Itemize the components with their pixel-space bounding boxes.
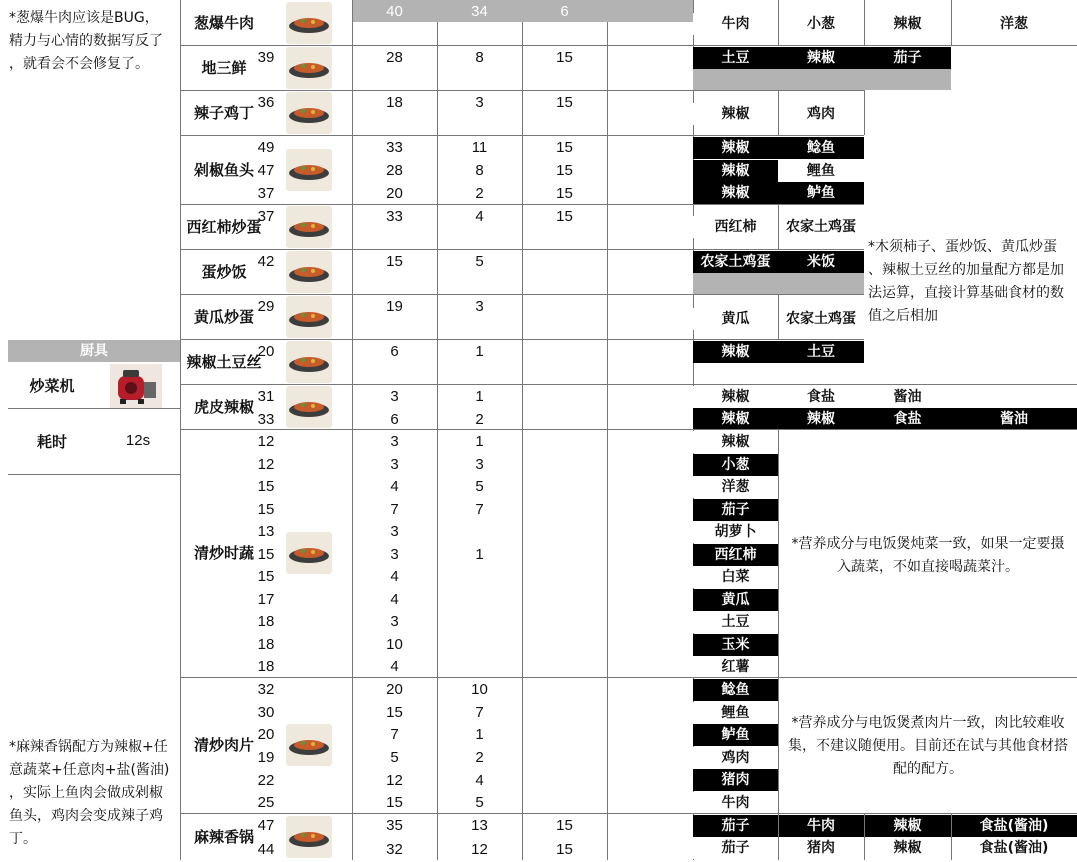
dish-divider: [180, 429, 693, 430]
nutrition-value: 15: [556, 208, 573, 225]
ingredient-cell: 鲈鱼: [693, 724, 778, 746]
nutrition-value: 4: [390, 478, 399, 496]
column-divider: [522, 0, 523, 860]
time-value: 12s: [125, 432, 151, 449]
egg-note-line: 法运算，直接计算基础食材的数: [868, 285, 1064, 301]
ingredient-divider: [693, 813, 1077, 814]
nutrition-value: 32: [257, 681, 275, 698]
dish-divider: [180, 339, 693, 340]
ingredient-cell: 农家土鸡蛋: [693, 251, 778, 273]
nutrition-value: 19: [386, 298, 403, 315]
ingredient-cell: 食盐: [778, 386, 864, 408]
nutrition-value: 28: [386, 49, 403, 66]
ingredient-divider: [693, 45, 1077, 46]
appliance-header: 厨具: [80, 343, 108, 359]
nutrition-value: 37: [257, 185, 275, 202]
ingredient-cell: 猪肉: [693, 769, 778, 791]
ingredient-cell: 鸡肉: [778, 103, 864, 125]
ingredient-cell: 辣椒: [693, 408, 778, 430]
ingredient-cell: 白菜: [693, 566, 778, 588]
dish-name: 剁椒鱼头: [193, 160, 254, 179]
vegetable-note-line: 入蔬菜，不如直接喝蔬菜汁。: [837, 559, 1019, 575]
egg-note-line: 、辣椒土豆丝的加量配方都是加: [868, 262, 1064, 278]
nutrition-value: 13: [257, 523, 275, 541]
nutrition-value: 3: [475, 298, 484, 315]
nutrition-value: 47: [257, 817, 275, 834]
ingredient-cell: 黄瓜: [693, 589, 778, 611]
ingredient-cell: 西红柿: [693, 544, 778, 566]
nutrition-value: 8: [475, 162, 484, 179]
ingredient-cell: 土豆: [693, 47, 778, 69]
nutrition-value: 25: [257, 794, 275, 812]
dish-divider: [180, 249, 693, 250]
nutrition-value: 2: [475, 185, 484, 202]
nutrition-value: 18: [257, 658, 275, 676]
nutrition-value: 5: [475, 253, 484, 270]
hotpot-note-line: *麻辣香锅配方为辣椒+任: [9, 739, 168, 755]
nutrition-value: 6: [390, 343, 399, 360]
nutrition-value: 15: [386, 253, 403, 270]
nutrition-value: 4: [390, 658, 399, 676]
ingredient-cell: 土豆: [693, 611, 778, 633]
nutrition-value: 47: [257, 162, 275, 179]
dish-divider: [180, 204, 693, 205]
nutrition-value: 6: [390, 410, 399, 428]
nutrition-value: 37: [257, 208, 275, 225]
nutrition-value: 20: [257, 726, 275, 744]
nutrition-value: 15: [556, 139, 573, 156]
ingredient-cell: 辣椒: [693, 386, 778, 408]
column-divider: [778, 204, 779, 249]
nutrition-value: 36: [257, 94, 275, 111]
column-divider: [778, 0, 779, 45]
ingredient-cell: 辣椒: [864, 13, 951, 35]
nutrition-value: 7: [390, 726, 399, 744]
ingredient-cell: 洋葱: [693, 476, 778, 498]
nutrition-value: 15: [556, 185, 573, 202]
time-label: 耗时: [36, 433, 67, 451]
ingredient-cell: 茄子: [693, 815, 778, 837]
nutrition-value: 4: [390, 590, 399, 608]
nutrition-value: 15: [556, 840, 573, 858]
nutrition-value: 5: [475, 478, 484, 496]
ingredient-cell: 牛肉: [693, 13, 778, 35]
ingredient-cell: 酱油: [864, 386, 951, 408]
nutrition-value: 1: [475, 545, 484, 563]
nutrition-value: 20: [257, 343, 275, 360]
nutrition-value: 4: [390, 568, 399, 586]
nutrition-value: 54: [257, 3, 275, 20]
nutrition-value: 42: [257, 253, 275, 270]
nutrition-value: 1: [475, 433, 484, 450]
nutrition-value: 7: [390, 500, 399, 518]
ingredient-cell: 酱油: [951, 408, 1077, 430]
nutrition-value: 3: [475, 455, 484, 473]
ingredient-cell: 辣椒: [864, 815, 951, 837]
nutrition-value: 4: [475, 208, 484, 225]
ingredient-cell: 辣椒: [778, 47, 864, 69]
nutrition-value: 10: [471, 681, 488, 698]
nutrition-value: 15: [556, 49, 573, 66]
nutrition-value: 12: [471, 840, 488, 858]
ingredient-cell: 黄瓜: [693, 308, 778, 330]
hotpot-note-line: 意蔬菜+任意肉+盐(酱油): [9, 762, 170, 778]
nutrition-value: 3: [390, 433, 399, 450]
ingredient-cell: 米饭: [778, 251, 864, 273]
nutrition-value: 15: [257, 478, 275, 496]
nutrition-value: 13: [471, 817, 488, 834]
dish-name: 蛋炒饭: [201, 262, 247, 281]
nutrition-value: 1: [475, 343, 484, 360]
ingredient-cell: 土豆: [778, 341, 864, 363]
ingredient-cell: 茄子: [693, 837, 778, 859]
column-divider: [864, 90, 865, 135]
ingredient-divider: [693, 135, 864, 136]
nutrition-value: 3: [475, 94, 484, 111]
nutrition-value: 29: [257, 298, 275, 315]
nutrition-value: 49: [257, 139, 275, 156]
column-divider: [778, 429, 779, 677]
dish-name: 清炒时蔬: [193, 544, 254, 562]
nutrition-value: 15: [386, 794, 403, 812]
nutrition-value: 18: [257, 635, 275, 653]
ingredient-cell: 红薯: [693, 656, 778, 678]
nutrition-value: 7: [475, 703, 484, 721]
panel-divider: [8, 408, 180, 409]
column-divider: [778, 813, 779, 860]
wok-machine-icon: [110, 364, 162, 408]
ingredient-divider: [693, 429, 1077, 430]
ingredient-cell: 食盐: [864, 408, 951, 430]
ingredient-cell: 辣椒: [864, 837, 951, 859]
gray-filler: [693, 69, 951, 90]
meat-note-line: 集，不建议随便用。目前还在试与其他食材搭: [788, 738, 1068, 754]
ingredient-cell: 玉米: [693, 634, 778, 656]
nutrition-value: 17: [257, 590, 275, 608]
hotpot-note-line: 鱼头，鸡肉会变成辣子鸡: [9, 808, 163, 824]
nutrition-value: 12: [257, 433, 275, 450]
bug-note-line: 精力与心情的数据写反了: [9, 33, 163, 49]
ingredient-cell: 鸡肉: [693, 747, 778, 769]
nutrition-value: 2: [475, 749, 484, 766]
nutrition-value: 10: [386, 635, 403, 653]
dish-divider: [180, 384, 693, 385]
nutrition-value: 8: [475, 49, 484, 66]
nutrition-value: 3: [390, 545, 399, 563]
ingredient-divider: [693, 339, 864, 340]
meat-note-line: 配的配方。: [893, 761, 963, 777]
nutrition-value: 3: [390, 388, 399, 405]
ingredient-cell: 牛肉: [778, 815, 864, 837]
nutrition-value: 5: [475, 794, 484, 812]
nutrition-value: 35: [386, 817, 403, 834]
egg-note-line: *木须柿子、蛋炒饭、黄瓜炒蛋: [868, 239, 1057, 255]
panel-divider: [8, 474, 180, 475]
ingredient-divider: [693, 384, 1077, 385]
ingredient-cell: 鲤鱼: [693, 702, 778, 724]
nutrition-value: 39: [257, 49, 275, 66]
bug-note-line: ，就看会不会修复了。: [9, 56, 149, 72]
nutrition-value: 18: [257, 613, 275, 631]
ingredient-cell: 猪肉: [778, 837, 864, 859]
dish-name: 地三鲜: [201, 58, 247, 77]
nutrition-value: 7: [475, 500, 484, 518]
dish-divider: [180, 813, 693, 814]
ingredient-cell: 鲶鱼: [693, 679, 778, 701]
dish-name: 虎皮辣椒: [193, 397, 254, 416]
ingredient-cell: 辣椒: [693, 182, 778, 204]
ingredient-cell: 农家土鸡蛋: [778, 308, 864, 330]
ingredient-cell: 食盐(酱油): [951, 837, 1077, 859]
ingredient-cell: 鲈鱼: [778, 182, 864, 204]
column-divider: [778, 677, 779, 813]
column-divider: [864, 0, 865, 45]
dish-divider: [180, 45, 693, 46]
ingredient-cell: 胡萝卜: [693, 521, 778, 543]
nutrition-value: 28: [386, 162, 403, 179]
ingredient-divider: [693, 677, 1077, 678]
nutrition-value: 15: [257, 568, 275, 586]
nutrition-value: 33: [386, 139, 403, 156]
nutrition-value: 1: [475, 388, 484, 405]
nutrition-value: 12: [257, 455, 275, 473]
nutrition-value: 11: [471, 139, 488, 156]
ingredient-cell: 洋葱: [951, 13, 1077, 35]
nutrition-value: 20: [386, 185, 403, 202]
nutrition-value: 15: [556, 94, 573, 111]
hotpot-note-line: 丁。: [9, 831, 37, 847]
ingredient-cell: 辣椒: [693, 137, 778, 159]
nutrition-value: 6: [560, 3, 569, 20]
ingredient-cell: 辣椒: [778, 408, 864, 430]
column-divider: [951, 813, 952, 860]
column-divider: [951, 0, 952, 45]
nutrition-value: 44: [257, 840, 275, 858]
ingredient-cell: 西红柿: [693, 216, 778, 238]
dish-name: 黄瓜炒蛋: [193, 307, 254, 326]
column-divider: [607, 0, 608, 860]
ingredient-cell: 鲤鱼: [778, 160, 864, 182]
nutrition-value: 15: [386, 703, 403, 721]
nutrition-value: 18: [386, 94, 403, 111]
appliance-name: 炒菜机: [29, 377, 75, 395]
nutrition-value: 2: [475, 410, 484, 428]
dish-name: 麻辣香锅: [193, 827, 254, 846]
nutrition-value: 3: [390, 523, 399, 541]
dish-divider: [180, 677, 693, 678]
ingredient-cell: 辣椒: [693, 103, 778, 125]
ingredient-cell: 农家土鸡蛋: [778, 216, 864, 238]
ingredient-cell: 茄子: [693, 499, 778, 521]
nutrition-value: 30: [257, 703, 275, 721]
column-divider: [864, 813, 865, 860]
nutrition-value: 15: [257, 545, 275, 563]
nutrition-value: 3: [390, 455, 399, 473]
column-divider: [778, 90, 779, 135]
nutrition-value: 33: [257, 410, 275, 428]
ingredient-cell: 小葱: [693, 454, 778, 476]
nutrition-value: 20: [386, 681, 403, 698]
ingredient-cell: 牛肉: [693, 792, 778, 814]
nutrition-value: 22: [257, 771, 275, 789]
dish-divider: [180, 90, 693, 91]
dish-divider: [180, 135, 693, 136]
ingredient-cell: 辣椒: [693, 160, 778, 182]
nutrition-value: 15: [556, 162, 573, 179]
nutrition-value: 12: [386, 771, 403, 789]
ingredient-cell: 茄子: [864, 47, 951, 69]
nutrition-value: 32: [386, 840, 403, 858]
nutrition-value: 34: [471, 3, 488, 20]
nutrition-value: 40: [386, 3, 403, 20]
ingredient-cell: 鲶鱼: [778, 137, 864, 159]
ingredient-cell: 辣椒: [693, 431, 778, 453]
dish-name: 葱爆牛肉: [193, 13, 254, 32]
egg-note-line: 值之后相加: [868, 308, 938, 324]
nutrition-value: 1: [475, 726, 484, 744]
hotpot-note-line: ，实际上鱼肉会做成剁椒: [9, 785, 163, 801]
nutrition-value: 31: [257, 388, 275, 405]
bug-note-line: *葱爆牛肉应该是BUG，: [9, 10, 159, 26]
column-divider: [778, 294, 779, 339]
dish-name: 西红柿炒蛋: [186, 217, 262, 236]
ingredient-cell: 小葱: [778, 13, 864, 35]
nutrition-value: 15: [257, 500, 275, 518]
gray-filler: [693, 273, 864, 294]
ingredient-cell: 食盐(酱油): [951, 815, 1077, 837]
nutrition-value: 15: [556, 817, 573, 834]
nutrition-value: 4: [475, 771, 484, 789]
ingredient-divider: [693, 249, 864, 250]
nutrition-value: 5: [390, 749, 399, 766]
nutrition-value: 3: [390, 613, 399, 631]
ingredient-cell: 辣椒: [693, 341, 778, 363]
nutrition-value: 19: [257, 749, 275, 766]
meat-note-line: *营养成分与电饭煲煮肉片一致，肉比较难收: [791, 715, 1065, 731]
dish-name: 辣子鸡丁: [193, 103, 254, 122]
dish-name: 辣椒土豆丝: [186, 352, 262, 371]
dish-divider: [180, 294, 693, 295]
dish-name: 清炒肉片: [193, 736, 254, 754]
nutrition-value: 33: [386, 208, 403, 225]
vegetable-note-line: *营养成分与电饭煲炖菜一致，如果一定要摄: [791, 536, 1065, 552]
